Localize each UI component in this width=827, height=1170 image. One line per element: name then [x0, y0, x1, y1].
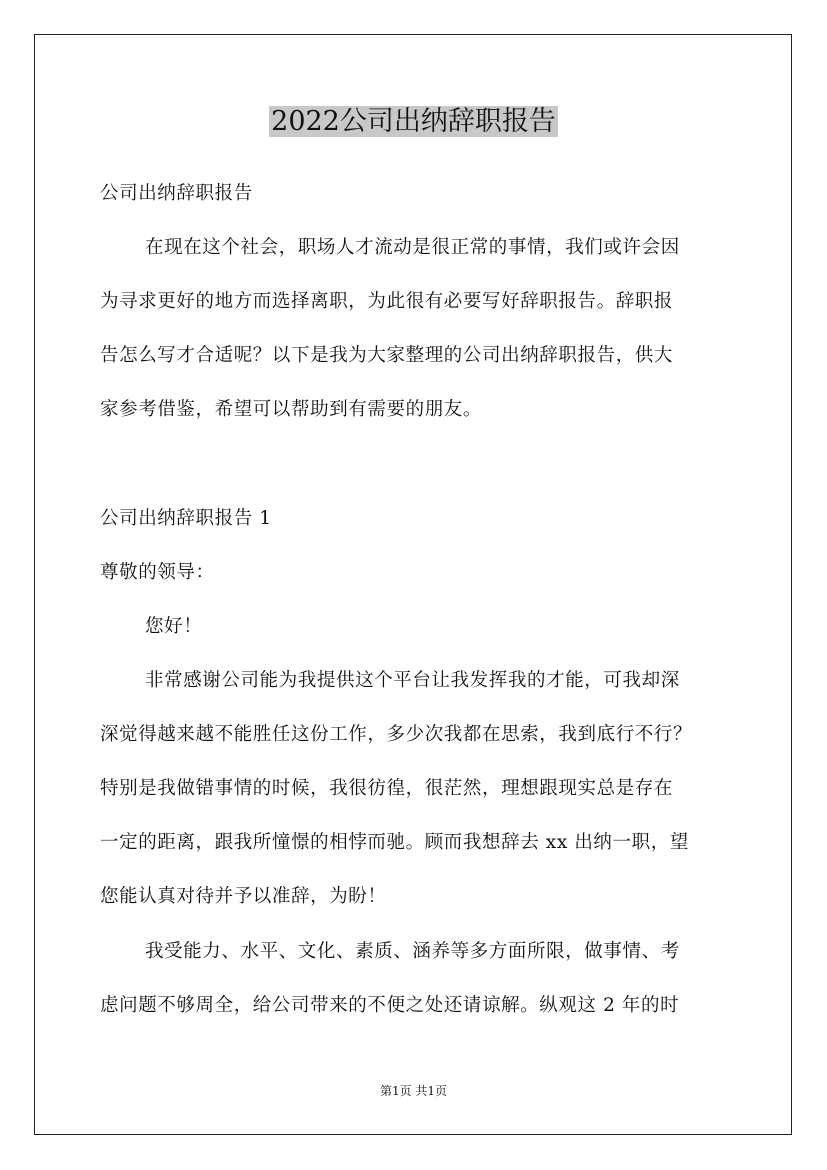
para1-line-2: 深觉得越来越不能胜任这份工作，多少次我都在思索，我到底行不行？	[100, 724, 693, 745]
intro-line-2: 为寻求更好的地方而选择离职，为此很有必要写好辞职报告。辞职报	[100, 291, 674, 312]
para2-line-2: 虑问题不够周全，给公司带来的不便之处还请谅解。纵观这 2 年的时	[100, 995, 680, 1016]
para2-line-1: 我受能力、水平、文化、素质、涵养等多方面所限，做事情、考	[145, 941, 680, 962]
intro-line-1: 在现在这个社会，职场人才流动是很正常的事情，我们或许会因	[145, 237, 680, 258]
para1-line-4: 一定的距离，跟我所憧憬的相悖而驰。顾而我想辞去 xx 出纳一职，望	[100, 832, 689, 853]
page-indicator: 第1页 共1页	[379, 1084, 448, 1098]
para1-line-3: 特别是我做错事情的时候，我很彷徨，很茫然，理想跟现实总是存在	[100, 778, 674, 799]
para1-line-1: 非常感谢公司能为我提供这个平台让我发挥我的才能，可我却深	[145, 670, 680, 691]
para1-line-5: 您能认真对待并予以准辞，为盼！	[100, 886, 387, 907]
document-subtitle: 公司出纳辞职报告	[100, 183, 253, 204]
document-title: 2022公司出纳辞职报告	[271, 106, 556, 137]
salutation: 尊敬的领导：	[100, 562, 215, 583]
greeting: 您好！	[145, 616, 203, 637]
intro-line-3: 告怎么写才合适呢？以下是我为大家整理的公司出纳辞职报告，供大	[100, 345, 674, 366]
section-heading: 公司出纳辞职报告 1	[100, 508, 272, 529]
intro-line-4: 家参考借鉴，希望可以帮助到有需要的朋友。	[100, 399, 483, 420]
